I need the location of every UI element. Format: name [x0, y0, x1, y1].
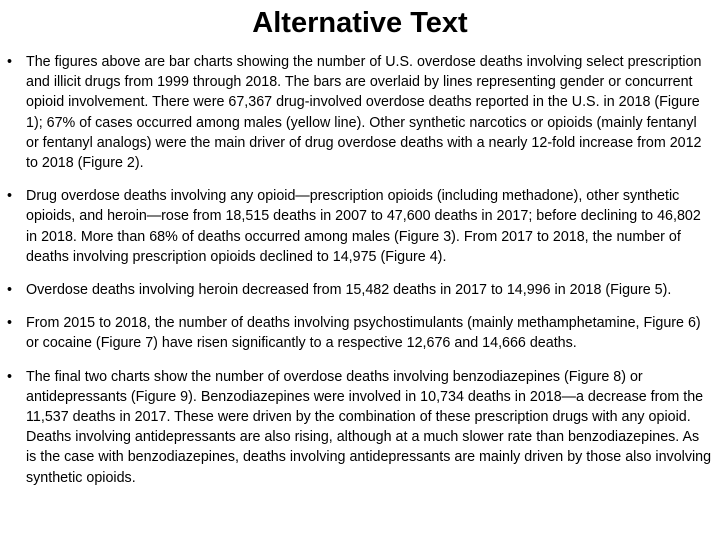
list-item	[0, 313, 720, 353]
bullet-text: Overdose deaths involving heroin decreased from 15,482 deaths in 2017 to 14,996 in 2018 (Figure 5).	[26, 282, 672, 299]
bullet-list	[0, 52, 720, 501]
bullet-text: Drug overdose deaths involving any opioid—prescription opioids (including methadone), other synthetic opioids, and heroin—rose from 18,515 deaths in 2007 to 47,600 deaths in 2017; before declining to 46,802 in 2018. More than 68% of deaths occurred among males (Figure 3). From 2017 to 2018, the number of deaths involving prescription opioids declined to 14,975 (Figure 4).	[26, 188, 701, 265]
bullet-icon: •	[7, 282, 13, 299]
bullet-text: The figures above are bar charts showing the number of U.S. overdose deaths involving select prescription and illicit drugs from 1999 through 2018. The bars are overlaid by lines representing gender or concurrent opioid involvement. There were 67,367 drug-involved overdose deaths reported in the U.S. in 2018 (Figure 1); 67% of cases occurred among males (yellow line). Other synthetic narcotics or opioids (mainly fentanyl or fentanyl analogs) were the main driver of drug overdose deaths with a nearly 12-fold increase from 2012 to 2018 (Figure 2).	[26, 54, 702, 172]
bullet-text: The final two charts show the number of overdose deaths involving benzodiazepines (Figure 8) or antidepressants (Figure 9). Benzodiazepines were involved in 10,734 deaths in 2018—a decrease from the 11,537 deaths in 2017. These were driven by the combination of these prescription drugs with any opioid. Deaths involving antidepressants are also rising, although at a much slower rate than benzodiazepines. As is the case with benzodiazepines, deaths involving antidepressants are mainly driven by those also involving synthetic opioids.	[26, 368, 712, 486]
list-item	[0, 186, 720, 267]
bullet-icon: •	[7, 188, 13, 205]
bullet-icon: •	[7, 368, 13, 385]
page-title: Alternative Text	[252, 7, 468, 39]
list-item	[0, 280, 720, 300]
bullet-icon: •	[7, 315, 13, 332]
bullet-text: From 2015 to 2018, the number of deaths involving psychostimulants (mainly methamphetamine, Figure 6) or cocaine (Figure 7) have risen significantly to a respective 12,676 and 14,666 deaths.	[26, 315, 701, 352]
list-item	[0, 52, 720, 173]
list-item	[0, 367, 720, 488]
bullet-icon: •	[7, 54, 13, 70]
